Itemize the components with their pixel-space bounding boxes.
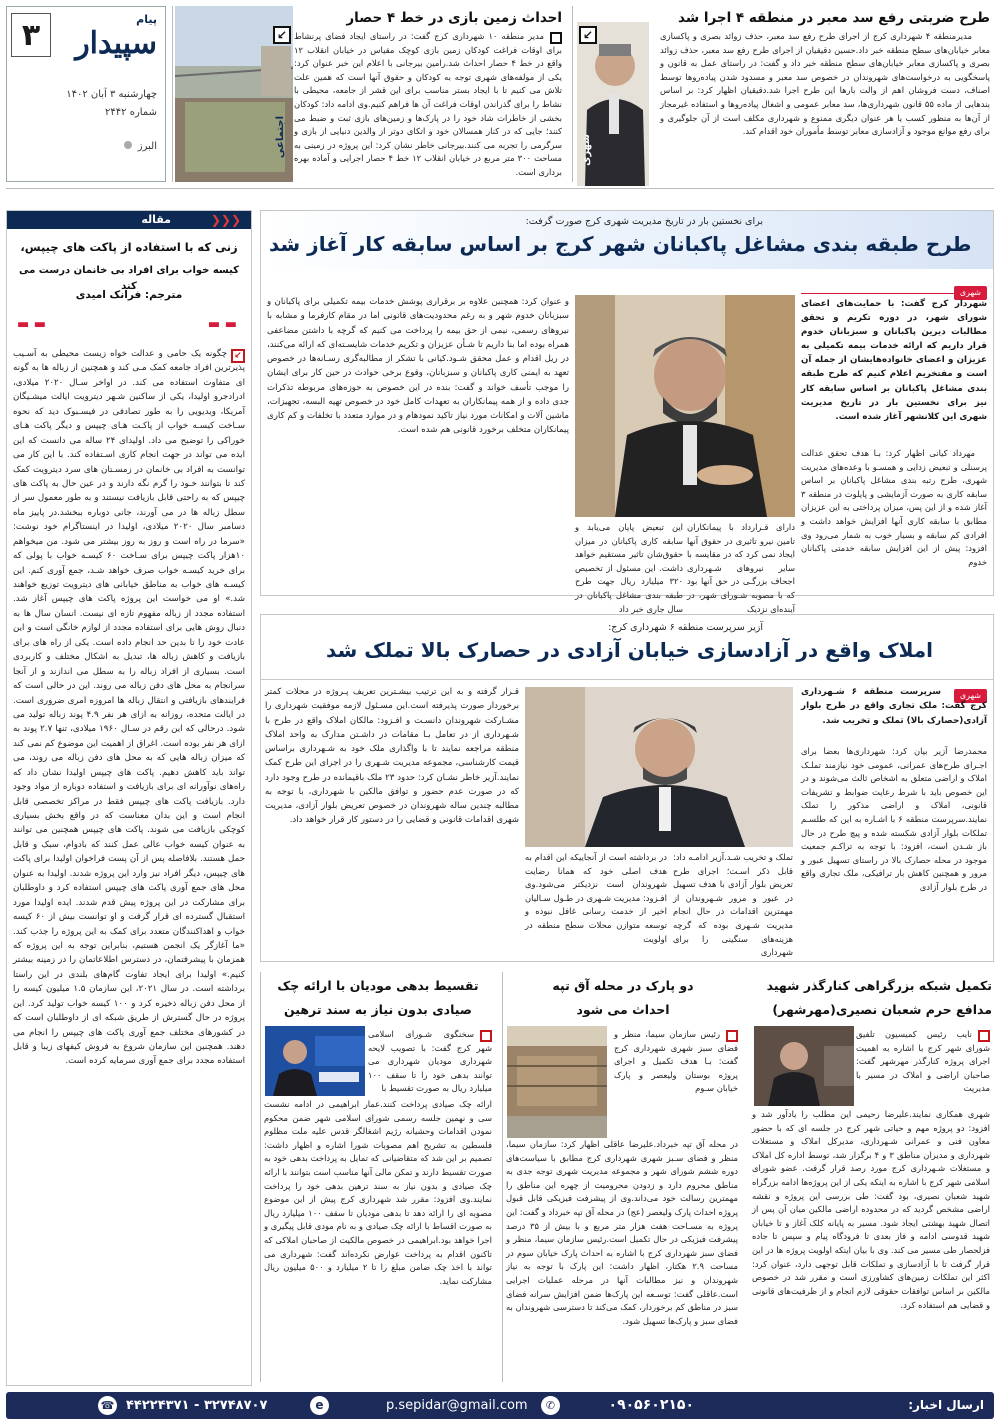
top-right-story	[572, 6, 994, 182]
official-photo-image	[525, 687, 793, 847]
official-photo	[525, 687, 793, 847]
opinion-title-line-2: کیسه خواب برای افراد بی خانمان درست می کند	[19, 265, 239, 292]
second-col-4: قـرار گرفته و به این ترتیب بیشـترین تعریف پـروژه در محلات کمتر برخوردار صورت پذیرفته است.این مسـئول لازمه موفقیت شهرداری را مشـارکت شهروندان دانسـت و افـزود: مالکان املاک واقع در طرح با شـهرداری از در تعامل بـا مقامات در داشـتن مدارک به واحد املاک منطقه مراجعه نمایند تا با واگذاری ملک خود به شـهرداری براساس قیمت کارشناسی، مجموعه مدیریت شـهری را در اجرای این طرح کمک نمایند.آزیر خاطر نشـان کرد: حدود ۲۳ ملک باقیمانده در طرح وجود دارد که در صورت عدم حضور و توافق مالکین با شهرداری، با توجه به مطالبه چندین ساله شهروندان در خصوص تعریض بلوار آزادی، مدیریت شهری اقدامات قانونی و قضایی را در دستور کار قرار خواهد داد.	[265, 687, 519, 826]
footer-label: ارسال اخبار:	[908, 1398, 984, 1412]
second-lead: سرپرست منطقه ۶ شـهرداری کرج گفت: ملک تجاری واقع در طرح بلوار آزادی(حصارک بالا) تملک و تخریب شد.	[801, 687, 987, 726]
second-title: املاک واقع در آزادسازی خیابان آزادی در حصارک بالا تملک شد	[326, 638, 933, 662]
story-body: ارائه چک صیادی پرداخت کنند.عمار ابراهیمی در ادامه نشست سی و نهمین جلسه رسمی شورای اسلامی شهر ضمن محکوم نمودن اقدامات وحشیانه رژیم اشغالگر قدس علیه ملت مظلوم فلسطین به تشریح اهم مصوبات شورا اشاره و اظهار داشت: تصمیم بر این شد که متقاضیانی که تمایل به پرداخت بدهی خود به صورت تقسیط دارند و تمکن مالی آنها مناسب است بتوانند با ارائه چک صیادی و بدون نیاز به سند ترهین بدهی خود را پرداخت نمایند.وی افزود: مقرر شد شهرداری کرج پیش از این موضوع مصوبه ای را ارائه دهد تا بدهی مودیان تا سقف ۱۰۰ میلیارد ریال به صورت اقساط با ارائه چک صیادی و به نام مودی قابل پیگیری و اجرا خواهد بود.ابراهیمی در خصوص مالکیت از صاحبان املاکی که تاکنون اقدام به پرداخت عوارض نکرده‌اند گفت: شهرداری می تواند با اخذ چک ضامن مبلغ را تا ۲ میلیارد و ۵۰۰ میلیون ریال مشارکت نماید.	[264, 1099, 492, 1286]
official-photo	[754, 1026, 854, 1106]
section-arrow-icon: ↙	[273, 26, 291, 44]
opinion-body: چگونه یک حامی و عدالت خواه زیست محیطی به آسـیب پذیرترین افراد جامعه کمک مـی کند و همچنین از زباله ها به گونه ای متفاوت استفاده می کند. در اواخر سـال ۲۰۲۰ میلادی، ادرادجرو اولیدا، یکی از ساکنین شـهر دیترویت ایالت میشـیگان آمریکا، ویدیویی را به طور تصادفی در فیسـبوک دید که نحوه سـاخت کیسـه خواب از پاکـت هـای چیپس و دیگر پاکت هـای خوراکی را توضیح می داد. اولیدای ۲۴ ساله می دانست که این ایده می تواند در جهت انجام کاری اسـتفاده کند. با این کار می توانست به افراد بی خانمان در زمسـتان های سرد دیترویت کمک کند تا بتوانند خـود را گرم نگه دارند و در عین حال به پاکت های چیپس که به راحتی قابل بازیافت نیستند و به طور معمول سر از سطل زباله ها در می آورند، جانی دوباره ببخشد.در پاییز ماه دسامبر سال ۲۰۲۰ میلادی، اولیدا در اینستاگرام خود نوشت: «سرما در راه است و روز به روز بیشتر می شود. من میخواهم ۱۰هزار پاکت چیپس برای سـاخت ۶۰ کیسـه خواب با پولی که برای خرید کیسـه خواب صرف خواهد شـد، جمع آوری کنم. این کیسـه های خواب به مناطق خیابانی های دیترویت توزیع خواهند شد.» او می خواست این پروژه پاکت های چیپس آغاز شد. استفاده مجدد از زباله مفهوم تازه ای نیست. انسان سال ها به دنبال روش هایی برای استفاده مجدد از لوازم خانگی است و این عادت خود را تا بدین حد انجام داده است. یکی از راه های برای بازیافت و کاهش زباله ها، تبدیل به اشکال مختلف و کاربردی است. بسیاری از افراد زباله را به سطل می اندازند و از آنجا سرانجام به محل های دفن زباله می روند. این در حالی است که فرایندهای بازیافتی و انتقال زباله ها امروزه امری ضروری است. در ایالت متحده، روزانه به ازای هر نفر ۴.۹ پوند زباله تولید می شود. درحالی که این رقم در سـال ۱۹۶۰ میلادی، تنها ۲.۷ پوند به ازای هر نفر بوده است. اغراق از اهمیت این موضوع کم نمی کند که میزان زباله هایی که به محل های دفن زباله می روند، می تواند باید کاهش دهیم. پاکت های چیپس اولیدا نشان داد که راه‌های نوآورانه ای برای بازیافت و استفاده دوباره از مواد وجود دارد. بازیافت پاکت های چیپس فقط در مراکز تخصصی قابل انجام است و این بدان معناست که در واقع بخش بسیاری کوچکی بازیافت می شوند. پاکت های چیپس همچنین می توانند به عنوان کیسه خواب عالی عمل کنند که بادوام، سبک و قابل حمل هستند. بلافاصله پس از آن پست فراخوان اولیدا برای پاکت های چیپس، دیگر افراد نیز وارد این پروژه شدند. اولیدا به عنوان محل های جمع آوری پاکت های چیپس استفاده کرد و داوطلبان برای مشارکت در این پروژه پیش قدم شدند. ایده اولیدا مورد استقبال گسترده ای قرار گرفت و او توانست بیش از ۶۰ کیسه خواب و اهداکنندگان متعدد برای کمک به این پروژه را جذب کند. «ما آغازگر یک انجمن هستیم، بنابراین توجه به این پروژه که همزمان با پیشرفتمان، در دسترس اطلاعاتمان را در زمینه بیشتر کنیم.» اولیدا برای ایجاد تفاوت گام‌های بلندی در این راستا برداشته است. در سال ۲۰۲۱، این سازمان ۱.۵ میلیون کیسه را از محل دفن زباله ذخیره کرد و ۱۰۰ کیسه خواب تولید کرد. این پروژه در حال گسترش از طریق شبکه ای از داوطلبان است که در کشورهای مختلف جمع آوری پاکت های چیپس را انجام می دهند. همچنین این سازمان شروع به فروش کیفهای زیبا و قابل استفاده مجدد برای جمع آوری سرمایه کرده است.	[13, 349, 246, 1067]
second-col-1: محمدرضا آزیر بیان کرد: شهرداری‌ها بعضا برای اجـرای طرح‌های عمرانی، عمومی خود نیازمند تملـک املاک و اراضی متعلق به اشخاص ثالث می‌شوند و در این خصوص باید با شرط رعایت ضوابط و تشریفات قانونی، املاک و اراضی مذکور را تملک نمایند.سرپرست منطقه ۶ با اشـاره به این که طلسـم تملکات بلوار آزادی شکسته شده و پیچ طرح در حال باز شـدن است، افزود: با توجه به تراکـم جمعیت موجود در محله حصارک بالا در راستای تسهیل عبور و مرور و همچنین کاهش بار ترافیکی، ملک تجاری واقع در طرح بلوار آزادی	[801, 746, 987, 893]
spokesperson-photo-image	[265, 1026, 365, 1096]
official-photo-image	[754, 1026, 854, 1106]
opinion-section-label: مقاله	[141, 213, 171, 226]
story-body: در محله آق تپه خبرداد.علیرضا عاقلی اظهار کرد: سازمان سیما، منظر و فضای سـبز شهری شهرداری کرج مطابق با سیاست‌های دوره ششم شورای شهر و مجموعه مدیریت شهری توجه جدی به مناطق محروم دارد و زدودن محرومیت از چهره این مناطق را مهمترین رسالت خود می‌داند.وی از پیشرفت فیزیکی قابل قبول پروژه احداث پارک ولیعصر (عج) در محله آق تپه خبرداد و گفت: این پروژه به مسـاحت هفت هزار متر مربع و با بیش از ۳۵ درصد پیشرفت فیزیکی در حال تکمیل است.رئیس سازمان سیما، منظر و فضای سبز شهرداری کرج با اشاره به احداث پارک خیابان سوم در مساحت ۲.۹ هکتار، اظهار داشت: این پارک با توجه به نیاز شهروندان و نیز مطالبات آنها در مرحله عملیات اجرایی است.عاقلی گفت: توسـعه این پارک‌ها ضمن افزایش سرانه فضای سبز در مناطق کم برخوردار، کمک می‌کند تا دسترسی شهروندان به فضای سبز و پارک‌ها تسهیل شود.	[506, 1139, 739, 1326]
story-body: مدیرمنطقه ۴ شهرداری کرج از اجرای طرح رفع سد معبر، حذف زوائد بصری و پاکسازی معابر خیابان‌های سطح منطقه خبر داد.حسین دقیقیان از اجرای طرح رفع سد معبر، حذف زوائد بصری و پاکسازی معابر خیابان‌های سطح منطقه خبر داد و گفت: در راستای عمل به قانون و پاسخگویی به درخواست‌های شهروندان در خصوص سد معبر و مسدود شدن پیاده‌روها توسط اصناف، دست فروشان اهم از والت بارها این طرح اجرا شد.دقیقیان اظهار کرد: بر اساس بندهایی از ماده ۵۵ قانون شهرداری‌ها، سد معابر عمومی و اشغال پیاده‌روها و استفاده غیرمجاز از آن‌ها به منظور کسب یا هر عنوان دیگری ممنوع و شهرداری مکلف است از آن جلوگیری و برای رفع موانع موجود و آزادسازی معابر توسط مأموران خود اقدام کند.	[660, 31, 991, 137]
masthead	[6, 6, 166, 182]
category-badge: شهری	[954, 689, 987, 703]
lead-col-3: این تبعیض پایان می‌یابد و سابقه کاری پاکبانان در میزان حقوق‌شان تاثیر مستقیم خواهد داشت. این مسئول از تخصیص ۳۲۰ میلیارد ریال جهت طرح طبقه بندی مشاغل پاکبانان در سال جاری خبر داد	[575, 522, 683, 614]
region-label	[124, 139, 157, 155]
park-construction-photo-image	[507, 1026, 607, 1138]
second-kicker: آزیر سرپرست منطقه ۶ شهرداری کرج:	[608, 622, 763, 633]
story-title-line-1: تکمیل شبکه بزرگراهی کنارگذر شهید	[766, 978, 992, 993]
story-title-line-1: تقسیط بدهی مودیان با ارائه چک	[277, 978, 479, 993]
opinion-chevron-icon: ❮❮❮	[210, 213, 241, 227]
opinion-translator: مترجم: فرانک امیدی	[75, 289, 183, 301]
lead-story	[260, 210, 994, 614]
top-left-story	[172, 6, 566, 182]
bottom-story-2	[502, 972, 742, 1382]
logo: سپیدار	[75, 26, 157, 61]
second-col-3: در برداشته است از آنجاییکه این اقدام به هدف اصلی خود که همانا رضایت شهروندان است نزدیکتر می‌شود.وی افـزود: مدیریت شـهری در طـول سـالیان اخیر از خدمت رسانی غافل نبوده و توسعه متوازن محلات سطح منطقه در اولویت	[525, 852, 667, 944]
lead-title: طرح طبقه بندی مشاغل پاکبانان شهر کرج بر اساس سابقه کار آغاز شد	[269, 232, 972, 256]
second-title-underline	[261, 679, 993, 680]
opinion-deco-dashes	[17, 315, 237, 335]
story-body: شهری همکاری نمایند.علیرضا رحیمی این مطلب را یادآور شد و افزود: دو پروژه مهم و حیاتی شهر کرج در جلسه ای که با حضور معاون فنی و عمرانی شـهرداری، مدیرکل املاک و مستغلات شهرداری و مدیران مناطق ۳ و ۴ برگزار شد، توسط اداره کل املاک و مستغلات شـهرداری کرج مورد رصد قرار گرفت. عضو شورای اسلامی شهر کرج با اشاره به اینکه یکی از این پروژه‌ها ادامه بزرگراه شهید شعبان نصیری، بود گفت: طی بررسی این پروژه و نقشه اراضی مشخص گردید که در محدوده اراضی مالکین میان آن پس از اتصال شهید بهشتی ایجاد شود. مسیر به پایانه کلک آغاز و تا خیابان شهید قدوسی ادامه و فاز بعدی تا فرودگاه پیام و سپس تا جاده فزلحصار طی مسیر می کند. وی با بیان اینکه اولویت پروژه ها در این قرار گرفت تا با آزادسازی و تملکات قابل توجهی دارد، عنوان کرد: اکثر این تملکات زمین‌های کشاورزی است و مقرر شد در خصوص مالکین بر اساس توافقات حقوقی لازم انجام و از ظرفیت‌های قانونی و قضایی هم استفاده کرد.	[752, 1109, 990, 1310]
story-title: احداث زمین بازی در خط ۴ حصار	[346, 10, 562, 26]
lead-col-1: مهرداد کیانی اظهار کرد: بـا هدف تحقق عدالت پرسنلی و تبعیض زدایی و همسـو با وعده‌های مدیریت شهری، طرح رتبه بندی مشاغل پاکبانان بر اساس سابقه کاری به صورت آزمایشی و پایلوت در منطقه ۳ آغاز شده و از این پس، میزان پرداختی به این عزیزان مطابق با سابقه کاری آنها افزایش خواهد داشت و افرادی کم سابقه و بسیار خوب به شمار می‌رود وی افزود: پیش از این افزایش سابقه خدمتی پاکبانان خدوم	[801, 448, 987, 567]
opinion-title-line-1: زنی که با استفاده از پاکت های چیپس،	[20, 240, 238, 254]
phone-numbers[interactable]: ۳۲۷۴۸۷۰۷ - ۴۴۲۲۴۳۷۱	[126, 1398, 268, 1413]
spokesperson-photo	[265, 1026, 365, 1096]
top-divider	[6, 188, 994, 189]
story-title: طرح ضربتی رفع سد معبر در منطقه ۴ اجرا شد	[678, 10, 990, 26]
story-title-line-2: احداث می شود	[576, 1002, 670, 1017]
story-title-line-2: مدافع حرم شعبان نصیری(مهرشهر)	[772, 1002, 992, 1017]
story-lead: رئیس سازمان سیما، منظر و فضای سبز شهری شهرداری کرج گفت: بـا هدف تکمیل و اجرای پروژه بوستان ولیعصر و پارک خیابان سـوم	[614, 1029, 738, 1094]
deco-dash: ▬ ▬	[17, 317, 47, 332]
footer-bar	[6, 1392, 994, 1419]
category-badge: شهری	[954, 286, 987, 300]
logo-small: پیام	[136, 13, 157, 26]
page-number: ۳	[11, 13, 51, 57]
story-lead: سخنگوی شـورای اسلامی شهر کرج گفت: با تصویب لایحه شهرداری مودیان شهرداری می توانند بدهی خود را تا سقف ۱۰۰ میلیارد ریال به صورت تقسیط با	[368, 1029, 492, 1094]
issue-line: شماره ۲۴۴۲	[105, 107, 157, 118]
story-title-line-2: صیادی بدون نیاز به سند ترهین	[284, 1002, 472, 1017]
bottom-story-3	[260, 972, 496, 1382]
story-body: مدیر منطقه ۱۰ شهرداری کرج گفت: در راستای ایجاد فضای پرنشاط برای اوقات فراغت کودکان زمین بازی کوچک مقیاس در خیابان انقلاب ۱۲ واقع در خط ۴ حصار احداث شد.رامین بیرجانی با اعلام این خبر عنوان کرد: یکی از مولفه‌های شهری توجه به کودکان و حقوق آنها است که همین علت تلاش می کنیم تا با ایجاد بستر مناسب برای این قشر از جامعه، محیطی با نشاط را برای گذراندن اوقات فراغت آن ها فراهم کنیم.وی ادامه داد: کودکان بخشی از خاطرات شاد خود را در پارک‌ها و زمین‌های بازی ثبت و ضبط می کنند؛ جایی که در کنار همسالان خود و اتکای دوتر از والدین دنیایی از بازی و سرگرمی را تجربه می کنند.بیرجانی خاطر نشان کرد: این پروژه در زمینی به مساحت ۳۰۰ متر مربع در خیابان انقلاب ۱۲ خط ۴ حصار اجرایی و آماده بهره برداری است.	[294, 31, 562, 178]
story-title-line-1: دو پارک در محله آق تپه	[552, 978, 694, 993]
mayor-photo	[575, 295, 795, 517]
lead-col-2: دارای قـرارداد با پیمانکاران تامین نیرو تاثیری در حقوق آنها ایجاد نمی کرد که در مقایسه با سایر نیروهای شـهرداری اجحاف بزرگـی در حق آنها بود که با مصوبه شـورای شهر، در آینده‌ای نزدیک	[687, 522, 795, 614]
lead-kicker: برای نخستین بار در تاریخ مدیریت شهری کرج صورت گرفت:	[525, 216, 763, 227]
mayor-photo-image	[575, 295, 795, 517]
date-line: چهارشنبه ۳ آبان ۱۴۰۲	[66, 89, 157, 100]
opinion-column	[6, 210, 252, 1386]
region-icon	[124, 141, 132, 149]
section-label: شهری	[581, 134, 592, 166]
phone-icon: ☎	[98, 1396, 117, 1415]
second-story	[260, 614, 994, 962]
browser-icon: e	[310, 1396, 329, 1415]
whatsapp-number[interactable]: ۰۹۰۵۶۰۲۱۵۰	[608, 1397, 694, 1413]
region-text: البرز	[137, 141, 157, 152]
opinion-header	[7, 211, 251, 229]
section-arrow-icon: ↙	[579, 26, 597, 44]
whatsapp-icon: ✆	[541, 1396, 560, 1415]
park-construction-photo	[507, 1026, 607, 1138]
bottom-story-1	[750, 972, 994, 1382]
lead-paragraph: شهردار کرج گفت: با حمایت‌های اعضای شورای شهر، در دوره تکریم و تحقق مطالبات دیرین پاکبانان و سبزبانان خدوم قرار داریم که ارائه خدمات بیمه تکمیلی به عزیزان و اعضای خانواده‌هایشان از جمله آن است و مفتخریم اعلام کنیم که طرح طبقه بندی مشاغل پاکبانان بر اساس سابقه کار نیز برای نخستین بار در تاریخ مدیریت شهری این کلانشهر آغاز شده است.	[801, 299, 987, 422]
email-address[interactable]: p.sepidar@gmail.com	[386, 1398, 528, 1413]
second-col-2: تملک و تخریب شـد.آزیر ادامـه داد: قابل ذکر اسـت؛ اجرای طرح تعریض بلوار آزادی با هدف تسهیل در عبور و مرور شـهروندان از مهمترین اقدامات در حال انجام مدیریت شـهری بوده که گرچه هزینه‌های سنگینی را برای شهرداری	[673, 852, 793, 958]
lead-col-4: و عنوان کرد: همچنین علاوه بر برقراری پوشش خدمات بیمه تکمیلی برای پاکبانان و سبزبانان خدوم شهر و به رغم محدودیت‌های قانونی اما در مقام کارفرما و مشابه با نیروهای رسمی، نیمی از حق بیمه را پرداخت می کنیم که گرچه با داشتن مضاعفی همراه بوده اما بنا داریم تا شـأن عزیزان و تکریم خدمات شایسـته‌ای که ارائه می‌کنند، در ریل اقدام و عمل محقق شـود.کیانی با تشکر از مطالبه‌گری رسـانه‌ها در خصوص تعهد به ایمنی کاری پاکبانان و سبزبانان، وقوع برخی حوادث در حین کار برای ایشان را موجب تأسف خواند و گفت: بنده در این خصوص به حوزه‌های مربوطه تذکرات جدی داده و از همه پیمانکاران به تعهدات کامل خود در خصوص تهیه البسه، تجهیزات، ماشین آلات و امکانات مورد نیاز تاکید نمودهام و در موارد متعدد با تخلفات و کم کاری پیمانکاران متخلف برخورد قانونی هم شده است.	[267, 297, 569, 436]
deco-dash: ▬ ▬	[207, 317, 237, 332]
opinion-arrow-icon: ↙	[231, 349, 245, 363]
story-lead: نایب رئیس کمیسیون تلفیق شورای شهر کرج با اشاره به اهمیت اجرای پروژه کنارگذر مهرشهر گفت: صاحبان اراضی و املاک در مسیر با مدیریت	[856, 1029, 990, 1094]
section-label: اجتماعی	[275, 116, 286, 159]
